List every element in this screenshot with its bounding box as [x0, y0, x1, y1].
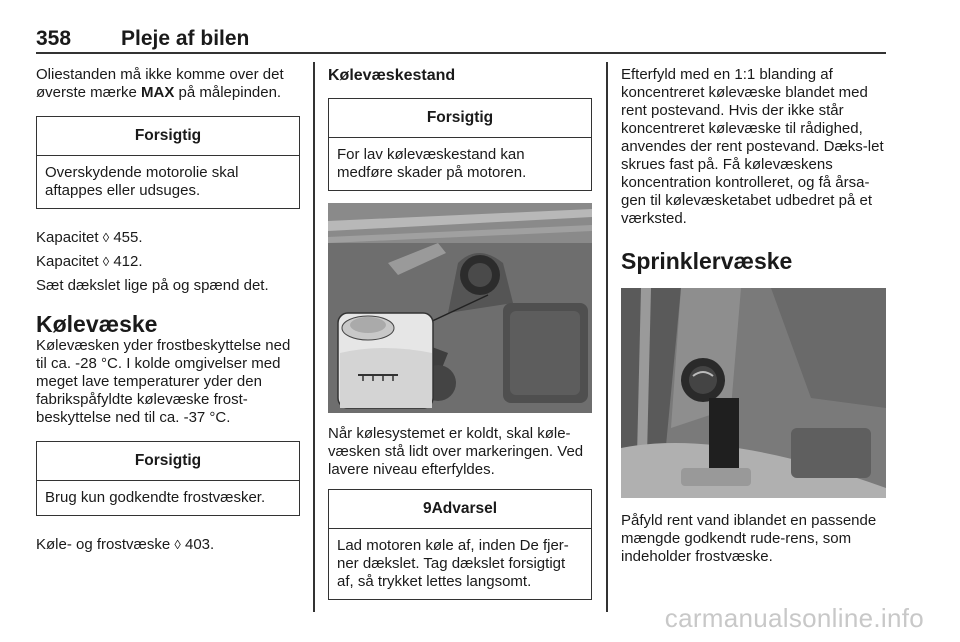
warning-body: Lad motoren køle af, inden De fjer-ner dækslet. Tag dækslet forsigtigt af, så trykket lettes langsomt.	[337, 537, 569, 590]
caution-box-level	[328, 98, 592, 191]
warning-box	[328, 489, 592, 600]
caution-title: Forsigtig	[37, 117, 299, 156]
washer-reservoir-photo	[621, 288, 886, 498]
caution-title: Forsigtig	[329, 99, 591, 138]
column-1	[36, 66, 300, 554]
page-ref-icon: ◊	[102, 230, 110, 245]
caution-box-antifreeze	[36, 441, 300, 516]
header-rule	[36, 52, 886, 54]
column-divider-2	[606, 62, 608, 612]
page-number: 358	[36, 27, 72, 50]
antifreeze-ref: 403.	[185, 536, 215, 553]
coolant-text: Kølevæsken yder frostbeskyttelse ned til ca. -28 °C. I kolde omgivelser med meget lave temperaturer yder den fabrikspåfyldte kølevæske frost-beskyttelse ned til ca. -37 °C.	[36, 337, 291, 426]
washer-fluid-text: Påfyld rent vand iblandet en passende mængde godkendt rude-rens, som indeholder frostvæske.	[621, 512, 877, 565]
coolant-reservoir-photo	[328, 203, 592, 413]
page-header	[36, 28, 886, 50]
caution-body: Brug kun godkendte frostvæsker.	[45, 489, 266, 506]
max-mark-label: MAX	[141, 84, 175, 101]
page-ref-icon: ◊	[102, 254, 110, 269]
washer-fluid-heading: Sprinklervæske	[621, 248, 793, 274]
column-divider-1	[313, 62, 315, 612]
capacity-ref-1: 455.	[113, 229, 143, 246]
cap-instruction: Sæt dækslet lige på og spænd det.	[36, 277, 269, 294]
coolant-level-heading: Kølevæskestand	[328, 67, 456, 84]
column-3	[621, 66, 886, 566]
warning-triangle-icon: 9	[422, 500, 432, 517]
column-2	[328, 66, 592, 600]
capacity-line-2: Kapacitet ◊ 412.	[36, 253, 143, 270]
capacity-ref-2: 412.	[113, 253, 143, 270]
page-ref-icon: ◊	[174, 537, 181, 552]
antifreeze-reference: Køle- og frostvæske ◊ 403.	[36, 536, 215, 553]
oil-level-text: Oliestanden må ikke komme over det øverste mærke MAX på målepinden.	[36, 66, 284, 101]
caution-box-oil	[36, 116, 300, 209]
chapter-title: Pleje af bilen	[121, 27, 250, 50]
warning-title: 9Advarsel	[329, 490, 591, 529]
capacity-line-1: Kapacitet ◊ 455.	[36, 229, 143, 246]
caution-title: Forsigtig	[37, 442, 299, 481]
coolant-level-text: Når kølesystemet er koldt, skal køle-væsken stå lidt over markeringen. Ved lavere niveau efterfyldes.	[328, 425, 584, 478]
coolant-heading: Kølevæske	[36, 311, 158, 337]
watermark: carmanualsonline.info	[664, 603, 924, 633]
caution-body: For lav kølevæskestand kan medføre skader på motoren.	[337, 146, 527, 181]
refill-text: Efterfyld med en 1:1 blanding af koncentreret kølevæske blandet med rent postevand. Hvis der ikke står koncentreret kølevæske til rådighed, anvendes der rent postevand. Dæks-let skrues fast på. Få kølevæskens koncentration kontrolleret, og få årsa-gen til kølevæsketabet udbedret på et værksted.	[621, 66, 884, 227]
caution-body: Overskydende motorolie skal aftappes eller udsuges.	[45, 164, 239, 199]
